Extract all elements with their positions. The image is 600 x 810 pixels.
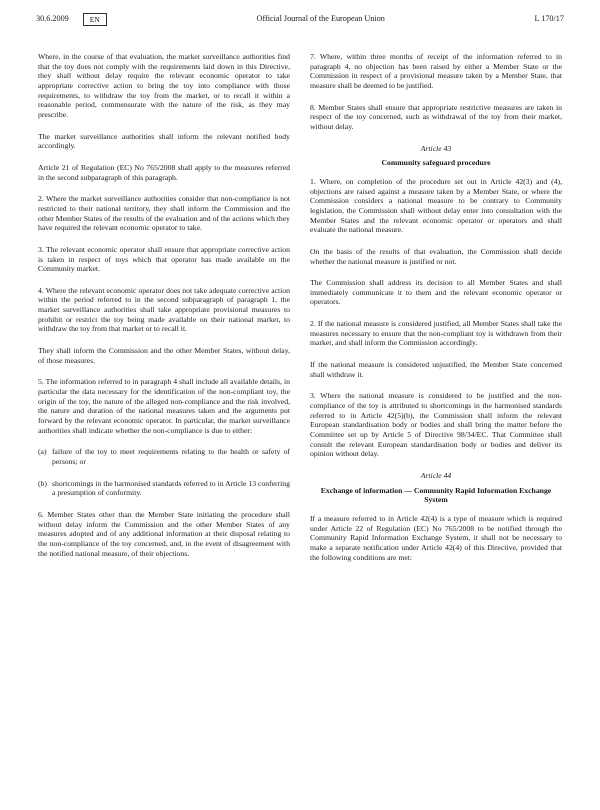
- page-header: [36, 11, 564, 27]
- list-text: failure of the toy to meet requirements relating to the health or safety of persons; or: [52, 447, 290, 466]
- paragraph: Where, in the course of that evaluation, the market surveillance authorities find that the toy does not comply with the requirements laid down in this Directive, they shall without delay require the relevant economic operator to take appropriate corrective action to bring the toy into compliance with those requirements, to withdraw the toy from the market, or to recall it within a reasonable period, commensurate with the nature of the risk, as they may prescribe.: [38, 52, 290, 119]
- paragraph: If the national measure is considered unjustified, the Member State concerned shall withdraw it.: [310, 360, 562, 379]
- list-item-b: [38, 479, 290, 498]
- page-reference: L 170/17: [534, 14, 564, 23]
- paragraph: 2. Where the market surveillance authorities consider that non-compliance is not restricted to their national territory, they shall inform the Commission and the other Member States of the results of the evaluation and of the actions which they have required the relevant economic operator to take.: [38, 194, 290, 233]
- article-43-title: Article 43: [420, 143, 452, 153]
- list-marker: (a): [38, 447, 47, 457]
- paragraph: 6. Member States other than the Member State initiating the procedure shall without delay inform the Commission and the other Member States of any measures adopted and of any additional information at their disposal relating to the non-compliance of the toy concerned, and, in the event of disagreement with the notified national measure, of their objections.: [38, 509, 290, 558]
- paragraph: 3. The relevant economic operator shall ensure that appropriate corrective action is taken in respect of toys which that operator has made available on the Community market.: [38, 244, 290, 274]
- list-item-a: [38, 447, 290, 466]
- header-date: 30.6.2009: [36, 14, 69, 23]
- paragraph: If a measure referred to in Article 42(4) is a type of measure which is required under Article 22 of Regulation (EC) No 765/2008 to be notified through the Community Rapid Information Exchange System, it shall not be necessary to make a separate notification under Article 42(4) of this Directive, provided that the following conditions are met:: [310, 513, 562, 562]
- journal-title: Official Journal of the European Union: [256, 14, 385, 23]
- paragraph: The Commission shall address its decision to all Member States and shall immediately communicate it to them and the relevant economic operator or operators.: [310, 278, 562, 307]
- article-43-heading: Community safeguard procedure: [381, 158, 491, 168]
- header-left: [36, 13, 107, 26]
- article-44-title: Article 44: [420, 471, 452, 480]
- left-column: [38, 52, 290, 570]
- paragraph: 1. Where, on completion of the procedure set out in Article 42(3) and (4), objections are raised against a measure taken by a Member State, or where the Commission considers a national measure to be contrary to Community legislation, the Commission shall without delay enter into consultation with the Member States and the relevant economic operator or operators and shall evaluate the national measure.: [310, 176, 562, 235]
- list-marker: (b): [38, 478, 47, 488]
- paragraph: On the basis of the results of that evaluation, the Commission shall decide whether the national measure is justified or not.: [310, 246, 562, 266]
- paragraph: Article 21 of Regulation (EC) No 765/2008 shall apply to the measures referred in the second subparagraph of this paragraph.: [38, 162, 290, 182]
- language-badge: EN: [83, 13, 107, 26]
- right-column: [310, 52, 562, 574]
- paragraph: 7. Where, within three months of receipt of the information referred to in paragraph 4, no objection has been raised by either a Member State or the Commission in respect of a provisional measure taken by a Member State, that measure shall be deemed to be justified.: [310, 52, 562, 90]
- paragraph: The market surveillance authorities shall inform the relevant notified body accordingly.: [38, 131, 290, 151]
- paragraph: They shall inform the Commission and the other Member States, without delay, of those measures.: [38, 346, 290, 365]
- paragraph: 3. Where the national measure is considered to be justified and the non-compliance of the toy is attributed to shortcomings in the harmonised standards referred to in Article 42(5)(b), the Commission shall inform the relevant European standardisation body or bodies and shall bring the matter before the Committee set up by Article 5 of Directive 98/34/EC. That Committee shall consult the relevant European standardisation body or bodies and deliver its opinion without delay.: [310, 391, 562, 459]
- list-text: shortcomings in the harmonised standards referred to in Article 13 conferring a presumption of conformity.: [52, 478, 290, 498]
- paragraph: 2. If the national measure is considered justified, all Member States shall take the measures necessary to ensure that the non-compliant toy is withdrawn from their market, and shall inform the Commission accordingly.: [310, 319, 562, 348]
- paragraph: 8. Member States shall ensure that appropriate restrictive measures are taken in respect of the toy concerned, such as withdrawal of the toy from their market, without delay.: [310, 102, 562, 131]
- paragraph: 5. The information referred to in paragraph 4 shall include all available details, in particular the data necessary for the identification of the non-compliant toy, the origin of the toy, the nature of the alleged non-compliance and the risk involved, the nature and duration of the national measures taken and the arguments put forward by the relevant economic operator. In particular, the market surveillance authorities shall indicate whether the non-compliance is due to either:: [38, 377, 290, 435]
- paragraph: 4. Where the relevant economic operator does not take adequate corrective action within the period referred to in the second subparagraph of paragraph 1, the market surveillance authorities shall take appropriate provisional measures to prohibit or restrict the toy being made available on their national market, to withdraw the toy from that market or to recall it.: [38, 285, 290, 334]
- article-44-heading: Exchange of information — Community Rapid Information Exchange System: [320, 485, 552, 505]
